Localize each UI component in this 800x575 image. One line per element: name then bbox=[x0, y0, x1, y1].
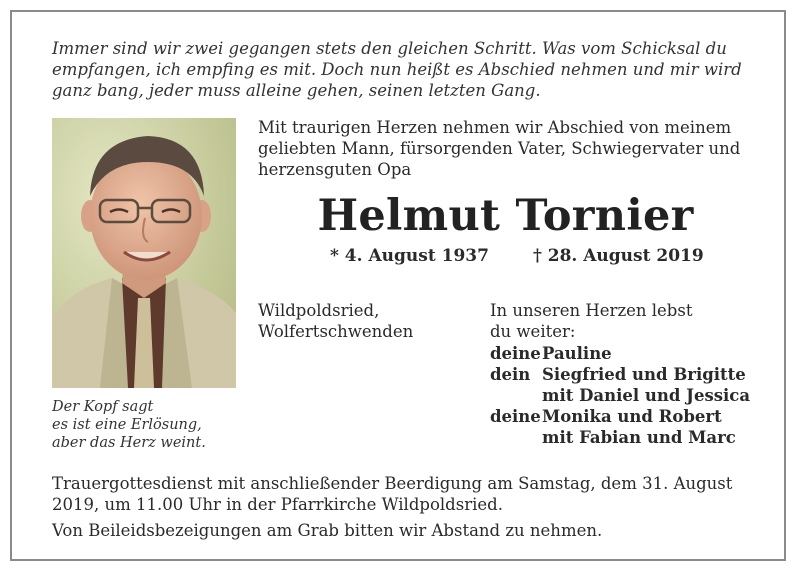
family-names: mit Daniel und Jessica bbox=[542, 386, 751, 405]
family-names: Pauline bbox=[542, 344, 612, 363]
family-row bbox=[490, 364, 750, 385]
condolence-note: Von Beileidsbezeigungen am Grab bitten wir Abstand zu nehmen. bbox=[52, 521, 603, 540]
funeral-service-info bbox=[52, 473, 757, 515]
caption-line: aber das Herz weint. bbox=[52, 435, 206, 451]
in-memory-line: In unseren Herzen lebst bbox=[490, 301, 693, 320]
service-line: 2019, um 11.00 Uhr in der Pfarrkirche Wildpoldsried. bbox=[52, 495, 503, 514]
family-names: Monika und Robert bbox=[542, 407, 722, 426]
poem-line: empfangen, ich empfing es mit. Doch nun heißt es Abschied nehmen und mir wird bbox=[52, 60, 742, 79]
portrait-caption bbox=[52, 398, 206, 452]
life-dates bbox=[330, 245, 704, 267]
deceased-name: Helmut Tornier bbox=[317, 191, 694, 241]
family-row bbox=[490, 385, 750, 406]
family-prefix bbox=[490, 385, 542, 406]
birth-date: * 4. August 1937 bbox=[330, 246, 489, 266]
service-line: Trauergottesdienst mit anschließender Beerdigung am Samstag, dem 31. August bbox=[52, 474, 733, 493]
death-date: † 28. August 2019 bbox=[532, 246, 704, 266]
family-prefix: deine bbox=[490, 344, 541, 363]
place-of-residence bbox=[258, 300, 413, 342]
portrait-illustration bbox=[52, 118, 236, 388]
place-line: Wolfertschwenden bbox=[258, 322, 414, 341]
caption-line: Der Kopf sagt bbox=[52, 399, 154, 415]
caption-line: es ist eine Erlösung, bbox=[52, 417, 202, 433]
intro-line: geliebten Mann, fürsorgenden Vater, Schwiegervater und bbox=[258, 139, 741, 158]
in-memory-text bbox=[490, 300, 692, 342]
poem-line: ganz bang, jeder muss alleine gehen, seinen letzten Gang. bbox=[52, 81, 541, 100]
in-memory-line: du weiter: bbox=[490, 322, 576, 341]
family-prefix: dein bbox=[490, 365, 531, 384]
family-row bbox=[490, 406, 750, 427]
portrait-photo bbox=[52, 118, 236, 388]
family-prefix bbox=[490, 427, 542, 448]
family-prefix: deine bbox=[490, 407, 541, 426]
poem bbox=[52, 38, 752, 101]
family-names: Siegfried und Brigitte bbox=[542, 365, 746, 384]
intro-line: Mit traurigen Herzen nehmen wir Abschied von meinem bbox=[258, 118, 732, 137]
intro-line: herzensguten Opa bbox=[258, 160, 412, 179]
poem-line: Immer sind wir zwei gegangen stets den gleichen Schritt. Was vom Schicksal du bbox=[52, 39, 727, 58]
family-row bbox=[490, 343, 750, 364]
place-line: Wildpoldsried, bbox=[258, 301, 380, 320]
family-list bbox=[490, 343, 750, 448]
family-row bbox=[490, 427, 750, 448]
intro-text bbox=[258, 117, 753, 180]
family-names: mit Fabian und Marc bbox=[542, 428, 736, 447]
